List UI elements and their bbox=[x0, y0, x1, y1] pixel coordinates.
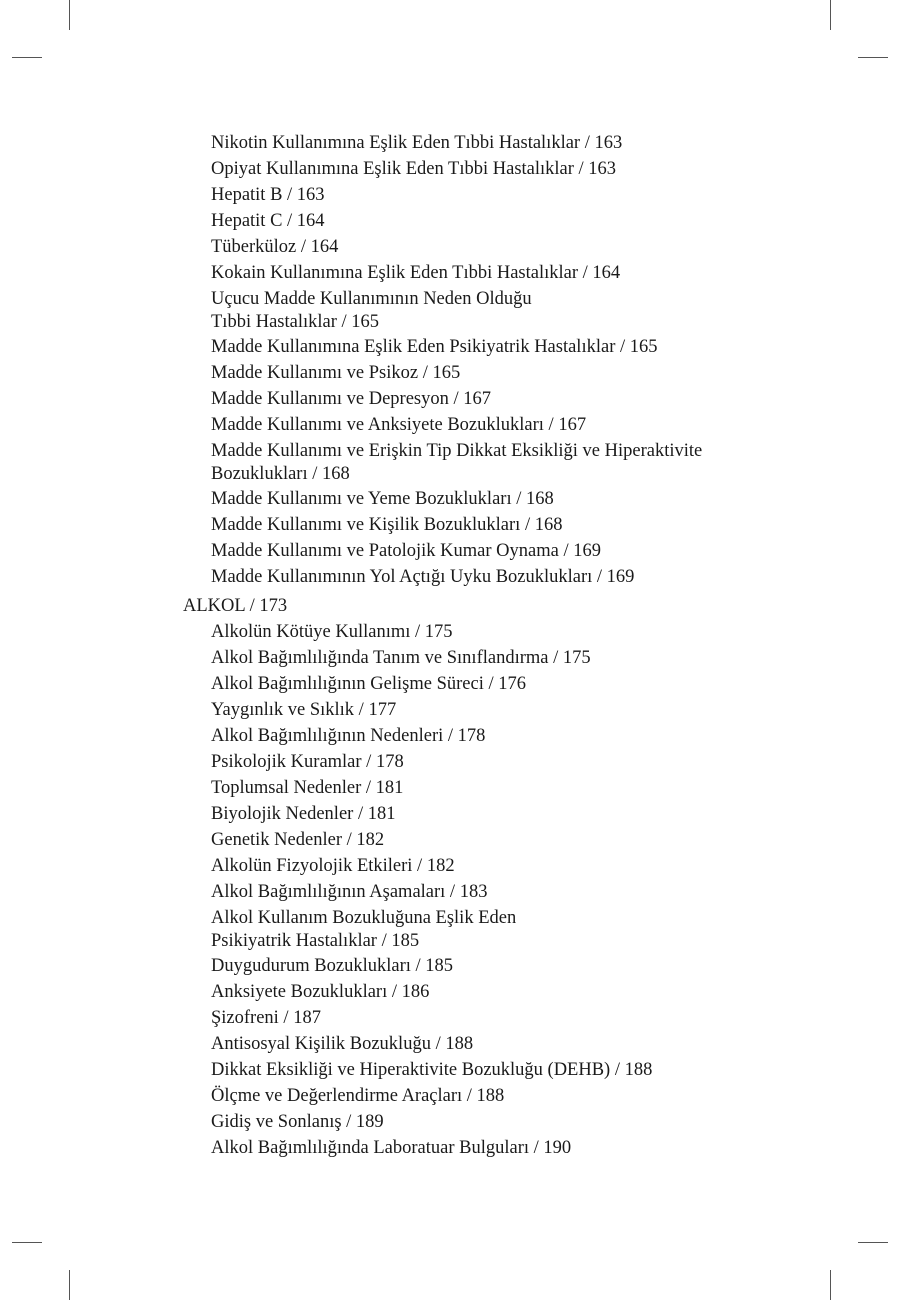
toc-entry: Alkolün Fizyolojik Etkileri / 182 bbox=[211, 856, 455, 876]
toc-entry: Alkol Kullanım Bozukluğuna Eşlik Eden bbox=[211, 908, 517, 928]
toc-entry: Kokain Kullanımına Eşlik Eden Tıbbi Hastalıklar / 164 bbox=[211, 263, 621, 283]
crop-mark-bottom-right bbox=[830, 1270, 831, 1300]
toc-entry: Genetik Nedenler / 182 bbox=[211, 830, 385, 850]
toc-entry: Madde Kullanımı ve Depresyon / 167 bbox=[211, 389, 492, 409]
toc-entry: Antisosyal Kişilik Bozukluğu / 188 bbox=[211, 1034, 474, 1054]
toc-entry: Madde Kullanımı ve Psikoz / 165 bbox=[211, 363, 461, 383]
toc-entry: Uçucu Madde Kullanımının Neden Olduğu bbox=[211, 289, 532, 309]
toc-entry: Madde Kullanımı ve Anksiyete Bozuklukları / 167 bbox=[211, 415, 587, 435]
toc-entry: Ölçme ve Değerlendirme Araçları / 188 bbox=[211, 1086, 505, 1106]
crop-mark-left-top bbox=[12, 57, 42, 58]
toc-entry: Yaygınlık ve Sıklık / 177 bbox=[211, 700, 397, 720]
crop-mark-top-left bbox=[69, 0, 70, 30]
toc-entry: Alkol Bağımlılığının Gelişme Süreci / 176 bbox=[211, 674, 526, 694]
toc-entry: Nikotin Kullanımına Eşlik Eden Tıbbi Hastalıklar / 163 bbox=[211, 133, 623, 153]
toc-entry: Madde Kullanımı ve Erişkin Tip Dikkat Eksikliği ve Hiperaktivite bbox=[211, 441, 703, 461]
toc-entry: Madde Kullanımı ve Patolojik Kumar Oynama / 169 bbox=[211, 541, 601, 561]
toc-entry: Madde Kullanımı ve Yeme Bozuklukları / 168 bbox=[211, 489, 554, 509]
toc-chapter-entry: ALKOL / 173 bbox=[183, 596, 288, 616]
crop-mark-left-bottom bbox=[12, 1242, 42, 1243]
toc-entry: Madde Kullanımı ve Kişilik Bozuklukları / 168 bbox=[211, 515, 563, 535]
crop-mark-top-right bbox=[830, 0, 831, 30]
toc-entry: Madde Kullanımına Eşlik Eden Psikiyatrik Hastalıklar / 165 bbox=[211, 337, 658, 357]
toc-entry: Tıbbi Hastalıklar / 165 bbox=[211, 312, 380, 332]
toc-entry: Bozuklukları / 168 bbox=[211, 464, 350, 484]
toc-entry: Duygudurum Bozuklukları / 185 bbox=[211, 956, 454, 976]
toc-entry: Şizofreni / 187 bbox=[211, 1008, 321, 1028]
crop-mark-bottom-left bbox=[69, 1270, 70, 1300]
toc-entry: Alkol Bağımlılığında Laboratuar Bulguları / 190 bbox=[211, 1138, 572, 1158]
toc-entry: Anksiyete Bozuklukları / 186 bbox=[211, 982, 430, 1002]
toc-entry: Psikolojik Kuramlar / 178 bbox=[211, 752, 404, 772]
toc-entry: Psikiyatrik Hastalıklar / 185 bbox=[211, 931, 420, 951]
toc-entry: Hepatit B / 163 bbox=[211, 185, 325, 205]
toc-entry: Hepatit C / 164 bbox=[211, 211, 325, 231]
toc-entry: Tüberküloz / 164 bbox=[211, 237, 339, 257]
toc-entry: Gidiş ve Sonlanış / 189 bbox=[211, 1112, 384, 1132]
toc-entry: Alkolün Kötüye Kullanımı / 175 bbox=[211, 622, 453, 642]
toc-entry: Madde Kullanımının Yol Açtığı Uyku Bozuklukları / 169 bbox=[211, 567, 635, 587]
toc-entry: Dikkat Eksikliği ve Hiperaktivite Bozukluğu (DEHB) / 188 bbox=[211, 1060, 653, 1080]
crop-mark-right-bottom bbox=[858, 1242, 888, 1243]
toc-entry: Alkol Bağımlılığında Tanım ve Sınıflandırma / 175 bbox=[211, 648, 591, 668]
toc-entry: Alkol Bağımlılığının Nedenleri / 178 bbox=[211, 726, 486, 746]
table-of-contents bbox=[0, 130, 900, 1161]
toc-entry: Alkol Bağımlılığının Aşamaları / 183 bbox=[211, 882, 488, 902]
toc-entry: Opiyat Kullanımına Eşlik Eden Tıbbi Hastalıklar / 163 bbox=[211, 159, 617, 179]
crop-mark-right-top bbox=[858, 57, 888, 58]
toc-entry: Biyolojik Nedenler / 181 bbox=[211, 804, 396, 824]
toc-entry: Toplumsal Nedenler / 181 bbox=[211, 778, 404, 798]
